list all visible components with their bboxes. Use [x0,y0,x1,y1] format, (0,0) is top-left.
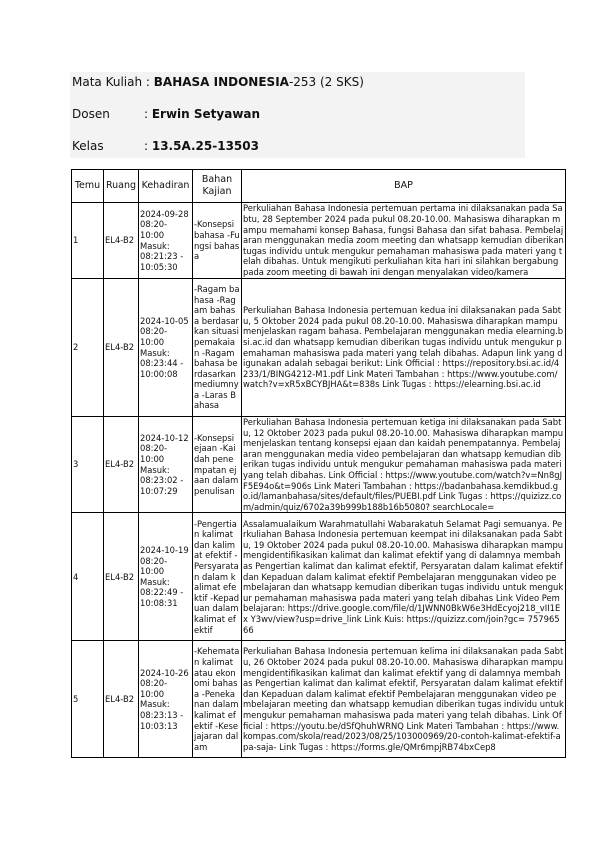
class-code: 13.5A.25-13503 [151,139,259,153]
attendance-in: 08:23:13 - [140,709,184,720]
bap-text: Perkuliahan Bahasa Indonesia pertemuan ketiga ini dilaksanakan pada Sabtu, 12 Oktober 2023 pada pukul 08.20-10.00. Mahasiswa diharapkan mampu menjelaskan tentang konsepsi ejaan dan kaidah penempatannya. Pembelajaran menggunakan media video pembelajaran dan whatsapp kemudian diberikan tugas individu untuk mengukur pemahaman mahasiswa pada materi yang telah dibahas. Link Official : https://www.youtube.com/watch?v=Nn8gJF5E94o&t=906s Link Materi Tambahan : https://badanbahasa.kemdikbud.go.id/lamanbahasa/sites/default/files/PUEBI.pdf Link Tugas : https://quizizz.com/admin/quiz/6702a39b999b188b16b5080? searchLocale= [242,417,566,513]
bap-text: Perkuliahan Bahasa Indonesia pertemuan kedua ini dilaksanakan pada Sabtu, 5 Oktober 2024 pada pukul 08.20-10.00. Mahasiswa diharapkan mampu menjelaskan ragam bahasa. Pembelajaran menggunakan media elearning.bsi.ac.id dan whatsapp kemudian diberikan tugas individu untuk mengukur pemahaman mahasiswa pada materi yang telah dibahas. Adapun link yang digunakan adalah sebagai berikut: Link Official : https://repository.bsi.ac.id/4233/1/BING4212-M1.pdf Link Materi Tambahan : https://www.youtube.com/watch?v=xR5xBCYBJHA&t=838s Link Tugas : https://elearning.bsi.ac.id [242,279,566,417]
table-row [72,641,566,758]
attendance-time: 08:20-10:00 [140,678,168,699]
bap-text: Perkuliahan Bahasa Indonesia pertemuan kelima ini dilaksanakan pada Sabtu, 26 Oktober 2024 pada pukul 08.20-10.00. Mahasiswa diharapkan mampu mengidentifikasikan kalimat dan kalimat efektif yang di dalamnya membahas Pengertian kalimat dan kalimat efektif, Persyaratan dalam kalimat efektif dan Kepaduan dalam kalimat efektif Pembelajaran menggunakan video pembelajaran meeting dan whatsapp kemudian diberikan tugas individu untuk mengukur pemahaman mahasiswa pada materi yang telah dibahas. Link Official : https://youtu.be/dSfQhuhWRNQ Link Materi Tambahan : https://www.kompas.com/skola/read/2023/08/25/103000969/20-contoh-kalimat-efektif-apa-saja- Link Tugas : https://forms.gle/QMr6mpjRB74bxCep8 [242,641,566,758]
header-temu: Temu [72,170,104,203]
attendance-date: 2024-10-12 [140,432,189,443]
meeting-number: 1 [72,203,104,279]
table-row [72,279,566,417]
attendance-time: 08:20-10:00 [140,555,168,577]
attendance [139,279,193,417]
bap-table [71,169,566,758]
attendance-out: 10:05:30 [140,261,178,272]
class-label: Kelas [72,139,104,153]
attendance [139,417,193,513]
attendance-out: 10:07:29 [140,485,178,496]
attendance-date: 2024-10-26 [140,667,189,678]
table-row [72,203,566,279]
room: EL4-B2 [104,513,139,641]
material: -Pengertian kalimat dan kalimat efektif -Persyaratan dalam kalimat efektif -Kepaduan dalam kalimat efektif [193,513,242,641]
room: EL4-B2 [104,279,139,417]
attendance [139,203,193,279]
course-label: Mata Kuliah [72,75,143,89]
attendance-in-label: Masuk: [140,699,170,710]
header-kehadiran: Kehadiran [139,170,193,203]
attendance-in: 08:22:49 - [140,587,184,598]
attendance [139,513,193,641]
header-ruang: Ruang [104,170,139,203]
attendance [139,641,193,758]
course-row: Mata Kuliah : BAHASA INDONESIA-253 (2 SKS) [72,75,364,89]
attendance-date: 2024-09-28 [140,208,189,219]
lecturer-row: Dosen : Erwin Setyawan [72,107,261,121]
attendance-in-label: Masuk: [140,576,170,587]
attendance-out: 10:03:13 [140,720,178,731]
table-row [72,513,566,641]
attendance-time: 08:20-10:00 [140,326,168,347]
attendance-in: 08:23:44 - [140,358,184,369]
attendance-out: 10:00:08 [140,368,178,379]
course-name: BAHASA INDONESIA [153,75,289,89]
attendance-date: 2024-10-19 [140,545,189,556]
room: EL4-B2 [104,641,139,758]
table-header-row [72,170,566,203]
attendance-date: 2024-10-05 [140,315,189,326]
material: -Konsepsi bahasa -Fungsi bahasa [193,203,242,279]
attendance-in-label: Masuk: [140,240,170,251]
material: -Konsepsi ejaan -Kaidah penempatan ejaan dalam penulisan [193,417,242,513]
course-code: -253 (2 SKS) [288,75,364,89]
lecturer-label: Dosen [72,107,110,121]
lecturer-name: Erwin Setyawan [151,107,261,121]
attendance-time: 08:20-10:00 [140,219,168,240]
class-row: Kelas : 13.5A.25-13503 [72,139,259,153]
attendance-time: 08:20-10:00 [140,443,168,465]
meeting-number: 5 [72,641,104,758]
table-row [72,417,566,513]
meeting-number: 3 [72,417,104,513]
bap-text: Perkuliahan Bahasa Indonesia pertemuan pertama ini dilaksanakan pada Sabtu, 28 September 2024 pada pukul 08.20-10.00. Mahasiswa diharapkan mampu memahami konsep Bahasa, fungsi Bahasa dan sifat bahasa. Pembelajaran menggunakan media zoom meeting dan whatsapp kemudian diberikan tugas individu untuk mengukur pemahaman mahasiswa pada materi yang telah dibahas. Untuk mengikuti perkuliahan kita hari ini silahkan bergabung pada zoom meeting di bawah ini dengan menyalakan video/kamera [243,203,564,277]
meeting-number: 4 [72,513,104,641]
bap-text: Assalamualaikum Warahmatullahi Wabarakatuh Selamat Pagi semuanya. Perkuliahan Bahasa Indonesia pertemuan keempat ini dilaksanakan pada Sabtu, 19 Oktober 2024 pada pukul 08.20-10.00. Mahasiswa diharapkan mampu mengidentifikasikan kalimat dan kalimat efektif yang di dalamnya membahas Pengertian kalimat dan kalimat efektif, Persyaratan dalam kalimat efektif dan Kepaduan dalam kalimat efektif Pembelajaran menggunakan video pembelajaran dan whatsapp kemudian diberikan tugas individu untuk mengukur pemahaman mahasiswa pada materi yang telah dibahas Link Video Pembelajaran: https://drive.google.com/file/d/1JWNN0BkW6e3HdEcyoj218_vII1Ex Y3wv/view?usp=drive_link Link Kuis: https://quizizz.com/join?gc= 75796566 [242,513,566,641]
attendance-in: 08:21:23 - [140,251,184,262]
attendance-out: 10:08:31 [140,598,178,609]
header-bahan-kajian: Bahan Kajian [193,170,242,203]
attendance-in-label: Masuk: [140,347,170,358]
material: -Kehematan kalimat atau ekonomi bahasa -Penekanan dalam kalimat efektif -Kesejajaran dalam [193,641,242,758]
header-bap: BAP [242,170,566,203]
meeting-number: 2 [72,279,104,417]
room: EL4-B2 [104,417,139,513]
course-info-panel [70,72,525,158]
room: EL4-B2 [104,203,139,279]
attendance-in: 08:23:02 - [140,475,184,486]
material: -Ragam bahasa -Ragam bahasa berdasarkan situasi pemakaian -Ragam bahasa berdasarkan mediumnya -Laras Bahasa [193,279,242,417]
attendance-in-label: Masuk: [140,464,170,475]
